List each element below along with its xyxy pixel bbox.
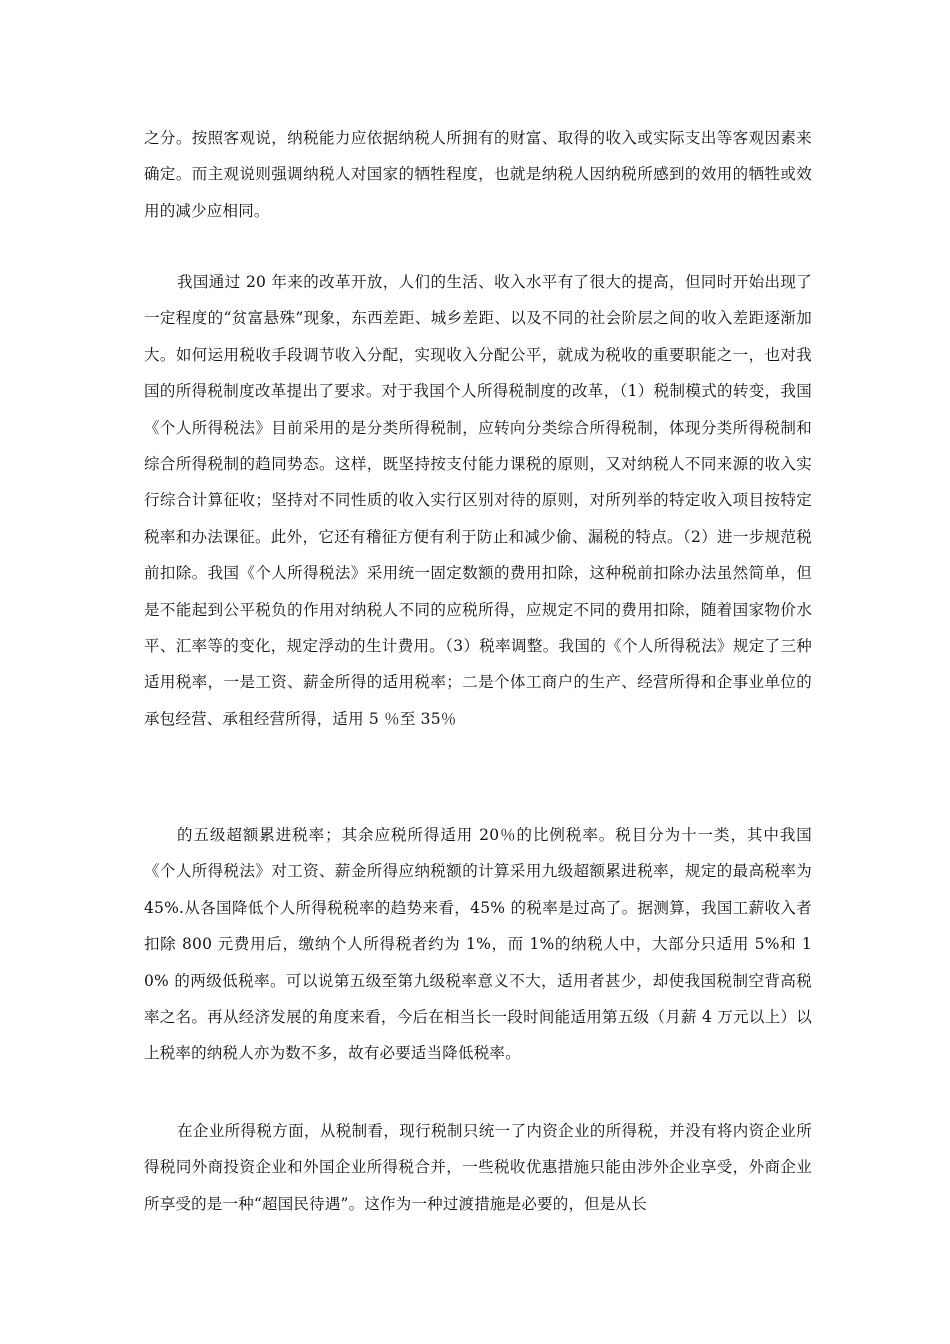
paragraph-personal-income-tax-reform: 我国通过 20 年来的改革开放，人们的生活、收入水平有了很大的提高，但同时开始出现了一定程度的“贫富悬殊”现象，东西差距、城乡差距、以及不同的社会阶层之间的收入差距逐渐加大。如何运用税收手段调节收入分配，实现收入分配公平，就成为税收的重要职能之一，也对我国的所得税制度改革提出了要求。对于我国个人所得税制度的改革，（1）税制模式的转变，我国《个人所得税法》目前采用的是分类所得税制，应转向分类综合所得税制，体现分类所得税制和综合所得税制的趋同势态。这样，既坚持按支付能力课税的原则，又对纳税人不同来源的收入实行综合计算征收；坚持对不同性质的收入实行区别对待的原则，对所列举的特定收入项目按特定税率和办法课征。此外，它还有稽征方便有利于防止和减少偷、漏税的特点。（2）进一步规范税前扣除。我国《个人所得税法》采用统一固定数额的费用扣除，这种税前扣除办法虽然简单，但是不能起到公平税负的作用对纳税人不同的应税所得，应规定不同的费用扣除，随着国家物价水平、汇率等的变化，规定浮动的生计费用。（3）税率调整。我国的《个人所得税法》规定了三种适用税率，一是工资、薪金所得的适用税率；二是个体工商户的生产、经营所得和企事业单位的承包经营、承租经营所得，适用 5 ％至 35％ [144, 273, 812, 728]
paragraph-continuation: 之分。按照客观说，纳税能力应依据纳税人所拥有的财富、取得的收入或实际支出等客观因素来确定。而主观说则强调纳税人对国家的牺牲程度，也就是纳税人因纳税所感到的效用的牺牲或效用的减少应相同。 [144, 129, 812, 220]
paragraph-enterprise-income-tax: 在企业所得税方面，从税制看，现行税制只统一了内资企业的所得税，并没有将内资企业所得税同外商投资企业和外国企业所得税合并，一些税收优惠措施只能由涉外企业享受，外商企业所享受的是一种“超国民待遇”。这作为一种过渡措施是必要的，但是从长 [144, 1122, 812, 1213]
paragraph-tax-rate-analysis: 的五级超额累进税率；其余应税所得适用 20％的比例税率。税目分为十一类，其中我国《个人所得税法》对工资、薪金所得应纳税额的计算采用九级超额累进税率，规定的最高税率为 45%.从各国降低个人所得税税率的趋势来看，45% 的税率是过高了。据测算，我国工薪收入者扣除 800 元费用后，缴纳个人所得税者约为 1%，而 1%的纳税人中，大部分只适用 5%和 10% 的两级低税率。可以说第五级至第九级税率意义不大，适用者甚少，却使我国税制空背高税率之名。再从经济发展的角度来看，今后在相当长一段时间能适用第五级（月薪 4 万元以上）以上税率的纳税人亦为数不多，故有必要适当降低税率。 [144, 826, 812, 1063]
